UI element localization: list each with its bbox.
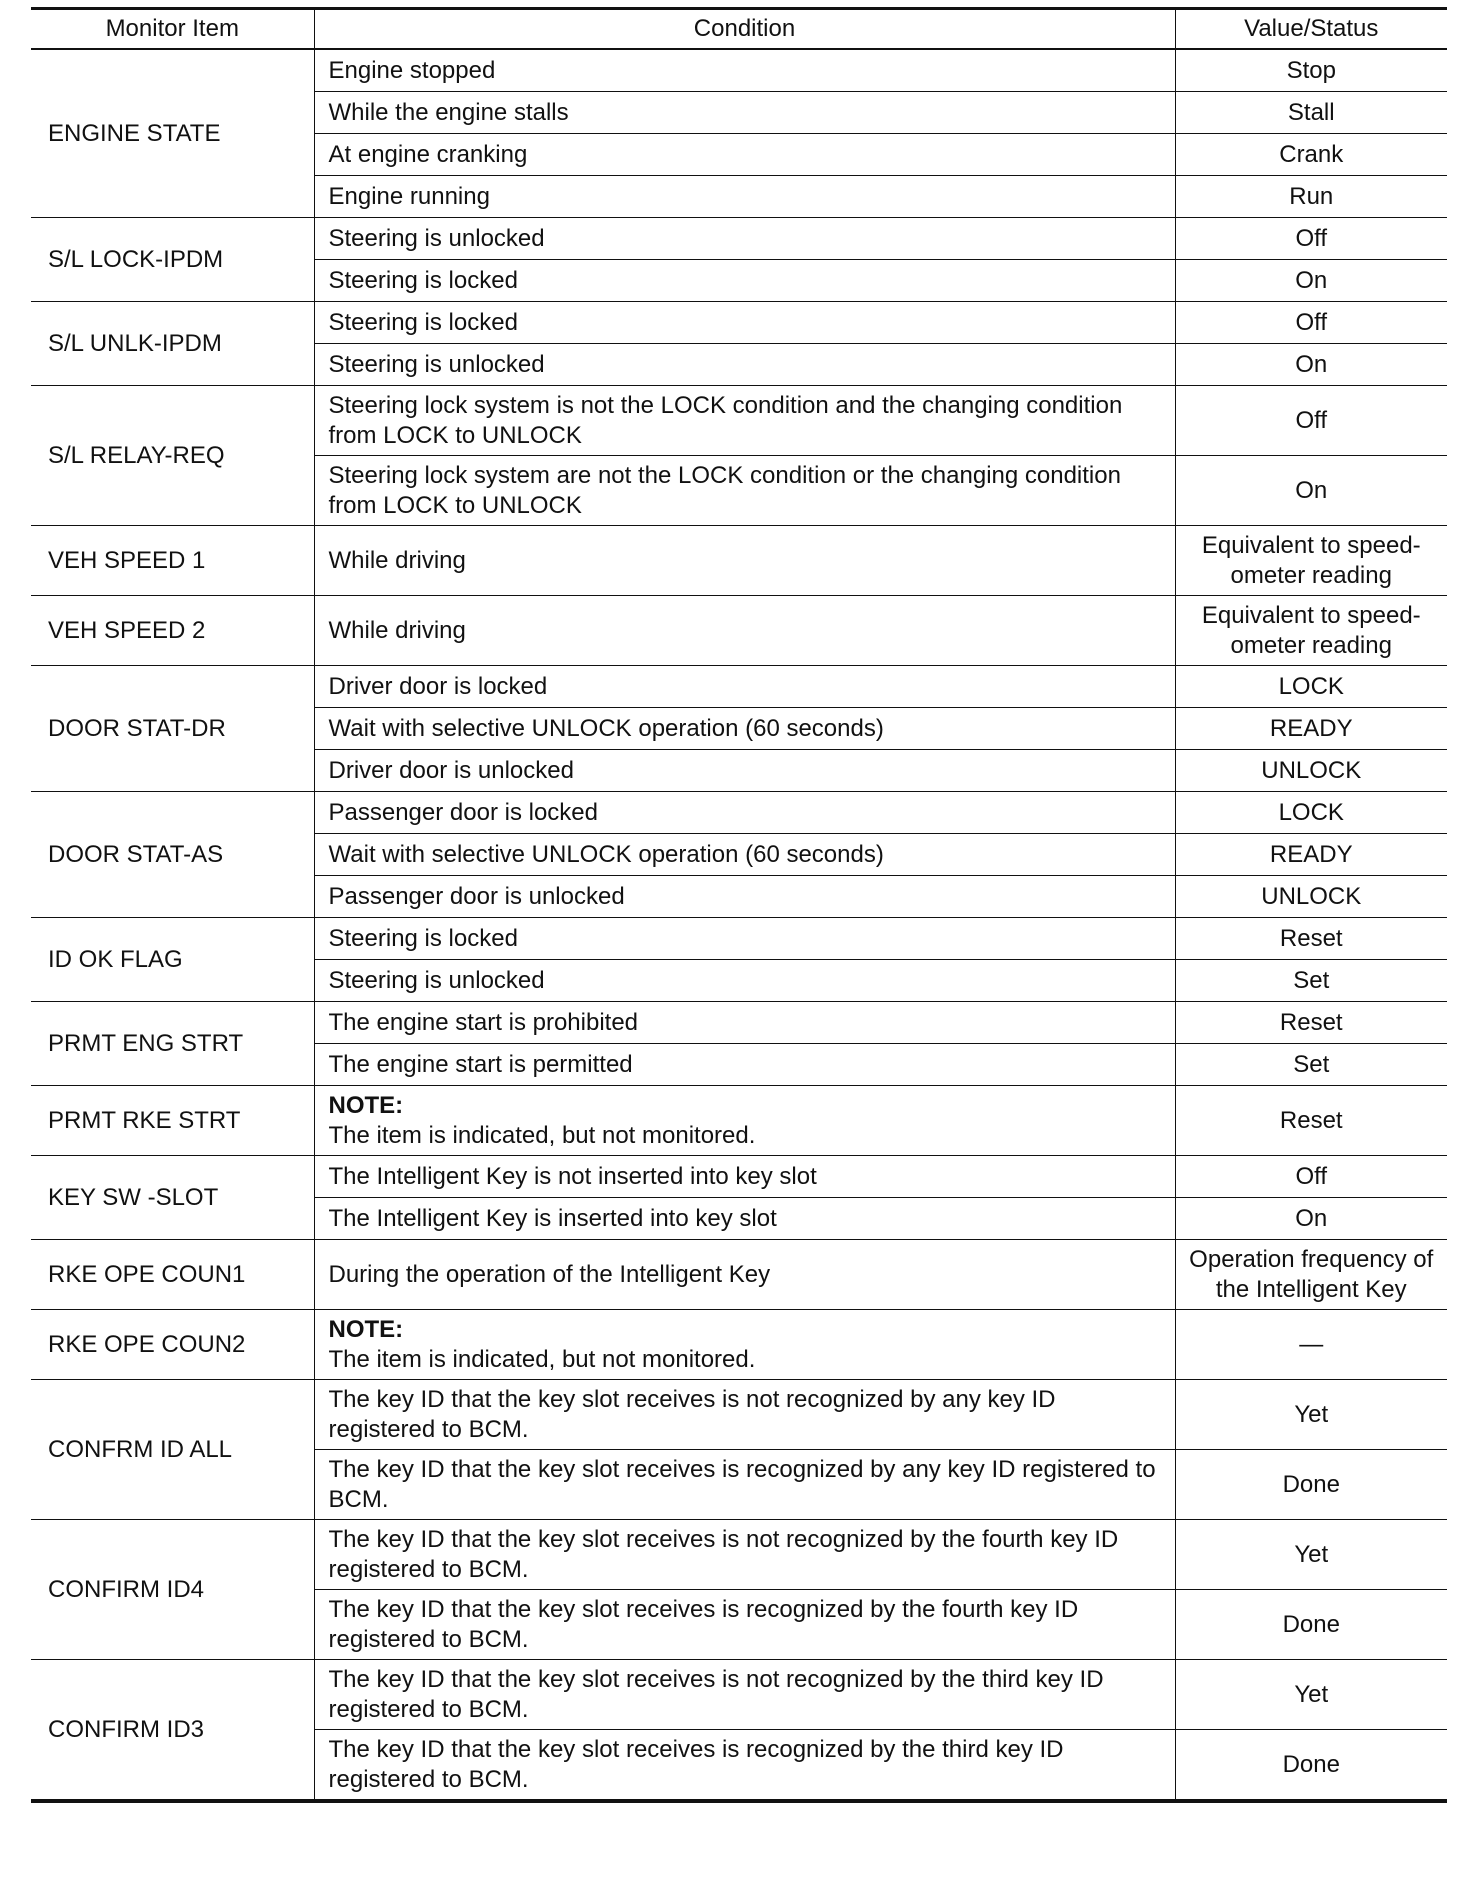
condition-cell xyxy=(314,1310,1175,1380)
monitor-item-cell: RKE OPE COUN2 xyxy=(31,1310,314,1380)
value-status-cell: UNLOCK xyxy=(1175,876,1447,918)
value-status-cell: On xyxy=(1175,344,1447,386)
condition-cell: The key ID that the key slot receives is recognized by the fourth key ID registered to BCM. xyxy=(314,1590,1175,1660)
table-row xyxy=(31,918,1447,960)
monitor-item-cell: S/L LOCK-IPDM xyxy=(31,218,314,302)
monitor-item-cell: CONFIRM ID3 xyxy=(31,1660,314,1802)
monitor-item-cell: VEH SPEED 2 xyxy=(31,596,314,666)
table-row xyxy=(31,526,1447,596)
value-status-cell: Equivalent to speed-ometer reading xyxy=(1175,596,1447,666)
value-status-cell: — xyxy=(1175,1310,1447,1380)
value-status-cell: Equivalent to speed-ometer reading xyxy=(1175,526,1447,596)
table-row xyxy=(31,302,1447,344)
value-status-cell: On xyxy=(1175,456,1447,526)
condition-cell: Engine stopped xyxy=(314,49,1175,92)
condition-cell: The engine start is permitted xyxy=(314,1044,1175,1086)
value-status-cell: Stall xyxy=(1175,92,1447,134)
condition-cell: Wait with selective UNLOCK operation (60 seconds) xyxy=(314,708,1175,750)
condition-cell: The key ID that the key slot receives is recognized by any key ID registered to BCM. xyxy=(314,1450,1175,1520)
value-status-cell: On xyxy=(1175,260,1447,302)
value-status-cell: Yet xyxy=(1175,1380,1447,1450)
note-label: NOTE: xyxy=(328,1091,404,1119)
table-row xyxy=(31,1002,1447,1044)
condition-cell: The key ID that the key slot receives is not recognized by any key ID registered to BCM. xyxy=(314,1380,1175,1450)
value-status-cell: Crank xyxy=(1175,134,1447,176)
condition-cell: Steering lock system is not the LOCK condition and the changing condition from LOCK to UNLOCK xyxy=(314,386,1175,456)
value-status-cell: UNLOCK xyxy=(1175,750,1447,792)
value-status-cell: Done xyxy=(1175,1450,1447,1520)
condition-cell: Passenger door is locked xyxy=(314,792,1175,834)
condition-cell: While driving xyxy=(314,526,1175,596)
condition-cell: Steering is unlocked xyxy=(314,960,1175,1002)
condition-cell: Engine running xyxy=(314,176,1175,218)
value-status-cell: Off xyxy=(1175,302,1447,344)
value-status-cell: READY xyxy=(1175,708,1447,750)
monitor-item-cell: DOOR STAT-AS xyxy=(31,792,314,918)
monitor-item-cell: S/L UNLK-IPDM xyxy=(31,302,314,386)
value-status-cell: Reset xyxy=(1175,1086,1447,1156)
monitor-item-cell: KEY SW -SLOT xyxy=(31,1156,314,1240)
column-header-monitor-item: Monitor Item xyxy=(31,9,314,50)
table-row xyxy=(31,1380,1447,1450)
condition-cell: The Intelligent Key is inserted into key slot xyxy=(314,1198,1175,1240)
note-text: The item is indicated, but not monitored. xyxy=(328,1121,756,1149)
table-row xyxy=(31,792,1447,834)
condition-cell: The engine start is prohibited xyxy=(314,1002,1175,1044)
condition-cell: Driver door is unlocked xyxy=(314,750,1175,792)
value-status-cell: Yet xyxy=(1175,1660,1447,1730)
monitor-item-cell: CONFIRM ID4 xyxy=(31,1520,314,1660)
condition-cell xyxy=(314,1086,1175,1156)
value-status-cell: Set xyxy=(1175,1044,1447,1086)
table-row xyxy=(31,666,1447,708)
condition-cell: While the engine stalls xyxy=(314,92,1175,134)
condition-cell: Steering is unlocked xyxy=(314,218,1175,260)
table-header-row xyxy=(31,9,1447,50)
condition-cell: The key ID that the key slot receives is recognized by the third key ID registered to BCM. xyxy=(314,1730,1175,1802)
condition-cell: During the operation of the Intelligent Key xyxy=(314,1240,1175,1310)
monitor-item-cell: PRMT ENG STRT xyxy=(31,1002,314,1086)
condition-cell: The Intelligent Key is not inserted into key slot xyxy=(314,1156,1175,1198)
monitor-item-table xyxy=(31,7,1447,1803)
value-status-cell: LOCK xyxy=(1175,666,1447,708)
condition-cell: Steering is locked xyxy=(314,302,1175,344)
value-status-cell: LOCK xyxy=(1175,792,1447,834)
value-status-cell: Run xyxy=(1175,176,1447,218)
value-status-cell: Set xyxy=(1175,960,1447,1002)
note-label: NOTE: xyxy=(328,1315,404,1343)
condition-cell: Passenger door is unlocked xyxy=(314,876,1175,918)
condition-cell: The key ID that the key slot receives is not recognized by the third key ID registered to BCM. xyxy=(314,1660,1175,1730)
monitor-item-cell: ID OK FLAG xyxy=(31,918,314,1002)
table-row xyxy=(31,1660,1447,1730)
monitor-item-cell: ENGINE STATE xyxy=(31,49,314,218)
table-row xyxy=(31,1310,1447,1380)
condition-cell: Steering is unlocked xyxy=(314,344,1175,386)
condition-cell: While driving xyxy=(314,596,1175,666)
value-status-cell: Reset xyxy=(1175,1002,1447,1044)
table-row xyxy=(31,49,1447,92)
value-status-cell: On xyxy=(1175,1198,1447,1240)
condition-cell: At engine cranking xyxy=(314,134,1175,176)
table-body xyxy=(31,49,1447,1801)
value-status-cell: Done xyxy=(1175,1730,1447,1802)
value-status-cell: Reset xyxy=(1175,918,1447,960)
value-status-cell: Operation frequency of the Intelligent Key xyxy=(1175,1240,1447,1310)
table-row xyxy=(31,1240,1447,1310)
condition-cell: Wait with selective UNLOCK operation (60 seconds) xyxy=(314,834,1175,876)
condition-cell: Steering lock system are not the LOCK condition or the changing condition from LOCK to UNLOCK xyxy=(314,456,1175,526)
column-header-condition: Condition xyxy=(314,9,1175,50)
value-status-cell: Off xyxy=(1175,386,1447,456)
value-status-cell: Off xyxy=(1175,1156,1447,1198)
value-status-cell: Done xyxy=(1175,1590,1447,1660)
value-status-cell: Off xyxy=(1175,218,1447,260)
monitor-item-cell: S/L RELAY-REQ xyxy=(31,386,314,526)
condition-cell: The key ID that the key slot receives is not recognized by the fourth key ID registered to BCM. xyxy=(314,1520,1175,1590)
monitor-item-cell: VEH SPEED 1 xyxy=(31,526,314,596)
note-text: The item is indicated, but not monitored. xyxy=(328,1345,756,1373)
monitor-item-cell: PRMT RKE STRT xyxy=(31,1086,314,1156)
table-row xyxy=(31,386,1447,456)
monitor-item-cell: CONFRM ID ALL xyxy=(31,1380,314,1520)
monitor-item-cell: DOOR STAT-DR xyxy=(31,666,314,792)
table-row xyxy=(31,1520,1447,1590)
table-row xyxy=(31,1086,1447,1156)
table-row xyxy=(31,596,1447,666)
condition-cell: Driver door is locked xyxy=(314,666,1175,708)
table-row xyxy=(31,218,1447,260)
value-status-cell: Stop xyxy=(1175,49,1447,92)
value-status-cell: Yet xyxy=(1175,1520,1447,1590)
monitor-item-cell: RKE OPE COUN1 xyxy=(31,1240,314,1310)
column-header-value-status: Value/Status xyxy=(1175,9,1447,50)
table-row xyxy=(31,1156,1447,1198)
value-status-cell: READY xyxy=(1175,834,1447,876)
condition-cell: Steering is locked xyxy=(314,260,1175,302)
condition-cell: Steering is locked xyxy=(314,918,1175,960)
